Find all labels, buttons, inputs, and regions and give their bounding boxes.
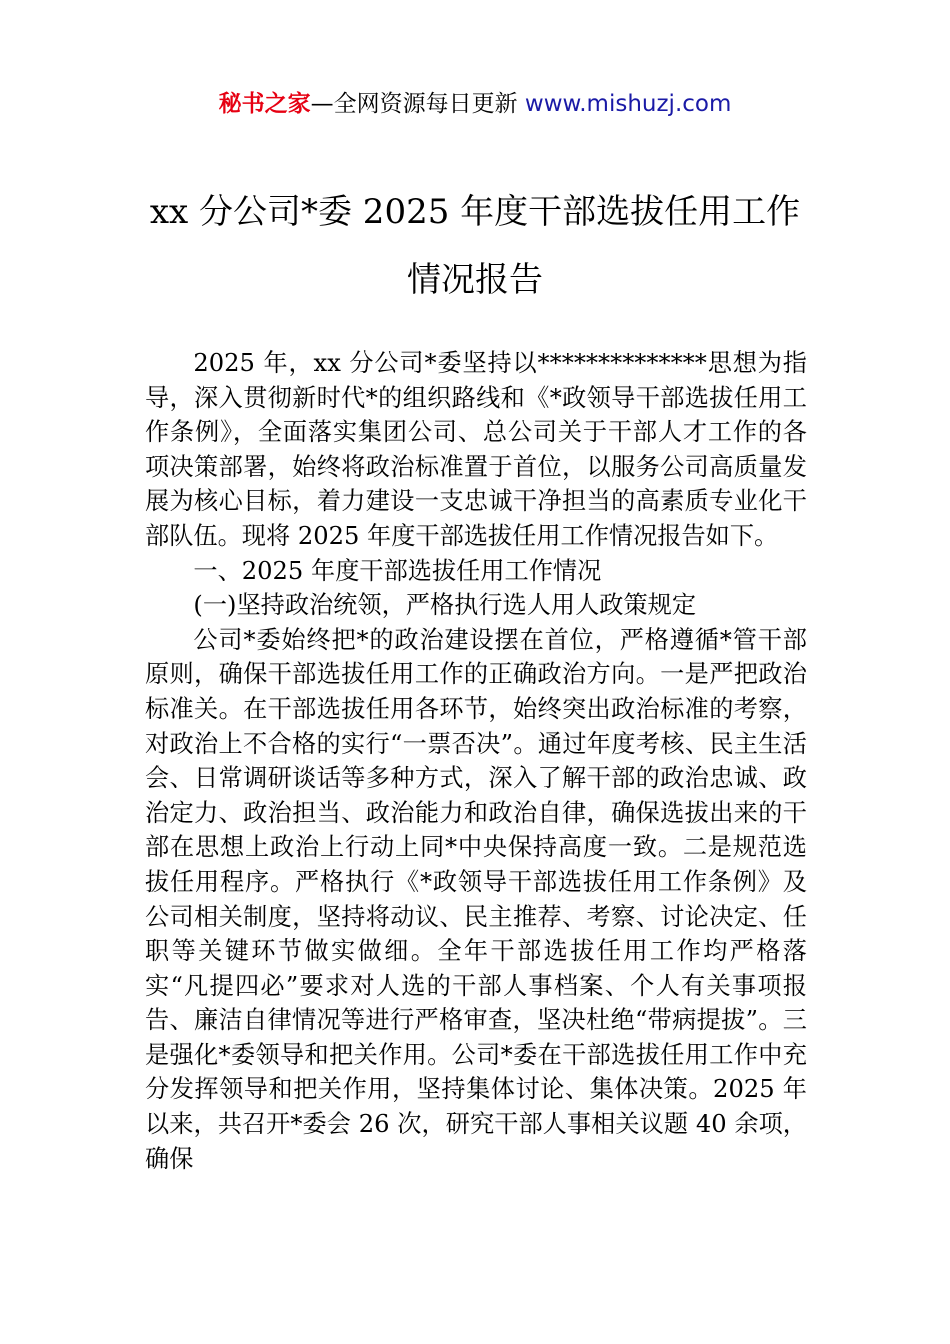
section-heading-1: 一、2025 年度干部选拔任用工作情况 [193,556,602,585]
brand-name: 秘书之家 [218,91,311,117]
subsection-heading-1: (一)坚持政治统领，严格执行选人用人政策规定 [193,591,697,620]
document-title [0,178,950,314]
intro-paragraph: 2025 年，xx 分公司*委坚持以**************思想为指导，深入贯彻新时代*的组织路线和《*政领导干部选拔任用工作条例》，全面落实集团公司、总公司关于干部人才工作的各项决策部署，始终将政治标准置于首位，以服务公司高质量发展为核心目标，着力建设一支忠诚干净担当的高素质专业化干部队伍。现将 2025 年度干部选拔任用工作情况报告如下。 [145,349,807,550]
title-line-1: xx 分公司*委 2025 年度干部选拔任用工作 [149,192,801,232]
site-url-link[interactable]: www.mishuzj.com [524,91,732,117]
document-body [145,346,807,1176]
header-tagline: —全网资源每日更新 [310,91,525,117]
site-header [0,88,950,120]
title-line-2: 情况报告 [407,260,543,300]
body-paragraph: 公司*委始终把*的政治建设摆在首位，严格遵循*管干部原则，确保干部选拔任用工作的正确政治方向。一是严把政治标准关。在干部选拔任用各环节，始终突出政治标准的考察，对政治上不合格的实行“一票否决”。通过年度考核、民主生活会、日常调研谈话等多种方式，深入了解干部的政治忠诚、政治定力、政治担当、政治能力和政治自律，确保选拔出来的干部在思想上政治上行动上同*中央保持高度一致。二是规范选拔任用程序。严格执行《*政领导干部选拔任用工作条例》及公司相关制度，坚持将动议、民主推荐、考察、讨论决定、任职等关键环节做实做细。全年干部选拔任用工作均严格落实“凡提四必”要求对人选的干部人事档案、个人有关事项报告、廉洁自律情况等进行严格审查，坚决杜绝“带病提拔”。三是强化*委领导和把关作用。公司*委在干部选拔任用工作中充分发挥领导和把关作用，坚持集体讨论、集体决策。2025 年以来，共召开*委会 26 次，研究干部人事相关议题 40 余项，确保 [145,625,807,1173]
